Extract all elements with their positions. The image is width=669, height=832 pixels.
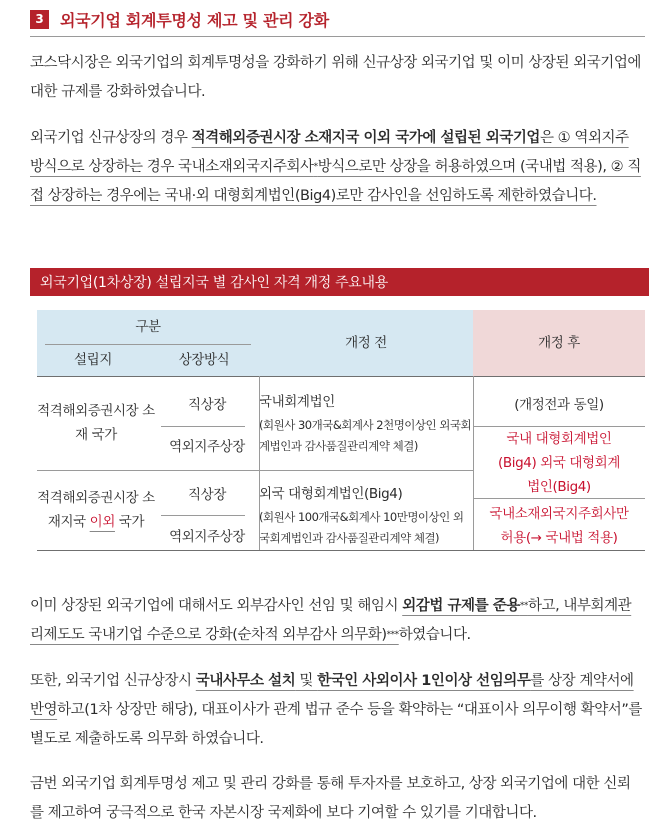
header-origin: 설립지: [37, 344, 149, 376]
method-direct-2: 직상장: [188, 487, 226, 503]
header-group: 구분: [37, 310, 259, 344]
row1-inner-divider: [161, 426, 245, 427]
method-direct-1: 직상장: [188, 397, 226, 413]
before-foreign-note: (회원사 100개국&회계사 10만명이상인 외국회계법인과 감사품질관리계약 체결): [259, 510, 464, 545]
section-heading: [30, 7, 329, 31]
paragraph-conclusion: [30, 770, 642, 828]
paragraph-domestic-office: [30, 667, 642, 754]
p2-text-d: 방식으로만 상장을 허용하였으며 (국내법 적용), ② 직접 상장하는 경우에는 국내·외 대형회계법인(Big4)로만 감사인을 선임하도록 제한하였습니다.: [30, 159, 641, 204]
p4-text-f: 하고(1차 상장만 해당), 대표이사가 관계 법규 준수 등을 확약하는 “대표이사 의무이행 확약서”를 별도로 제출하도록 의무화 하였습니다.: [30, 702, 642, 747]
p3-text-d: 하였습니다.: [398, 627, 471, 643]
p2-text-a: 외국기업 신규상장의 경우: [30, 130, 192, 146]
p4-emphasis-2: 한국인 사외이사 1인이상 선임의무: [317, 673, 531, 689]
after-big4: 국내 대형회계법인(Big4) 외국 대형회계법인(Big4): [498, 431, 620, 495]
column-divider-before: [259, 376, 260, 550]
before-foreign-title: 외국 대형회계법인(Big4): [259, 486, 403, 502]
origin2-emphasis: 이외: [89, 514, 115, 530]
paragraph-intro-text: 코스닥시장은 외국기업의 회계투명성을 강화하기 위해 신규상장 외국기업 및 이미 상장된 외국기업에 대한 규제를 강화하였습니다.: [30, 55, 641, 100]
method-offshore-2: 역외지주상장: [169, 529, 245, 545]
after-holding: 국내소재외국지주회사만 허용(→ 국내법 적용): [489, 506, 629, 546]
table-title-bar: 외국기업(1차상장) 설립지국 별 감사인 자격 개정 주요내용: [30, 268, 649, 296]
row2-inner-divider: [161, 515, 245, 516]
header-method: 상장방식: [149, 344, 259, 376]
heading-divider: [30, 36, 645, 37]
header-after: 개정 후: [473, 310, 645, 376]
header-inner-divider: [45, 344, 251, 345]
origin2-text-c: 국가: [114, 514, 145, 530]
p4-text-c: 및: [295, 673, 318, 689]
after-divider-2: [473, 498, 645, 499]
origin-qualified: 적격해외증권시장 소재 국가: [37, 403, 155, 443]
header-before: 개정 전: [259, 310, 473, 376]
before-domestic-title: 국내회계법인: [259, 394, 335, 410]
paragraph-existing-listing: [30, 592, 642, 650]
auditor-table: [37, 310, 645, 550]
origin-other-country: [37, 470, 155, 550]
section-title: 외국기업 회계투명성 제고 및 관리 강화: [60, 10, 329, 30]
p4-text-e: 를 상장 계약서에 반영: [30, 673, 634, 718]
p2-text-c: 은 ① 역외지주 방식으로 상장하는 경우 국내소재외국지주회사: [30, 130, 629, 175]
after-same: (개정전과 동일): [514, 397, 604, 413]
paragraph-new-listing: [30, 124, 642, 211]
p3-footnote-mark-2: ***: [386, 630, 399, 640]
p2-footnote-mark: *: [313, 162, 318, 172]
section-number-badge: 3: [30, 10, 49, 29]
paragraph-intro: [30, 49, 642, 107]
table-bottom-line: [37, 550, 645, 551]
p5-text: 금번 외국기업 회계투명성 제고 및 관리 강화를 통해 투자자를 보호하고, 상장 외국기업에 대한 신뢰를 제고하여 궁극적으로 한국 자본시장 국제화에 보다 기여할 수 있기를 기대합니다.: [30, 776, 631, 821]
p3-footnote-mark-1: **: [519, 601, 528, 611]
origin2-text-a: 적격해외증권시장 소재지국: [37, 490, 155, 530]
p3-text-c: 하고, 내부회계관리제도도 국내기업 수준으로 강화(순차적 외부감사 의무화): [30, 598, 632, 643]
p3-emphasis: 외감법 규제를 준용: [402, 598, 520, 614]
p4-emphasis-1: 국내사무소 설치: [195, 673, 296, 689]
before-domestic-note: (회원사 30개국&회계사 2천명이상인 외국회계법인과 감사품질관리계약 체결): [259, 418, 472, 453]
p2-emphasis: 적격해외증권시장 소재지국 이외 국가에 설립된 외국기업: [191, 130, 540, 146]
p4-text-a: 또한, 외국기업 신규상장시: [30, 673, 196, 689]
p3-text-a: 이미 상장된 외국기업에 대해서도 외부감사인 선임 및 해임시: [30, 598, 403, 614]
method-offshore-1: 역외지주상장: [169, 439, 245, 455]
column-divider-after: [473, 376, 474, 550]
